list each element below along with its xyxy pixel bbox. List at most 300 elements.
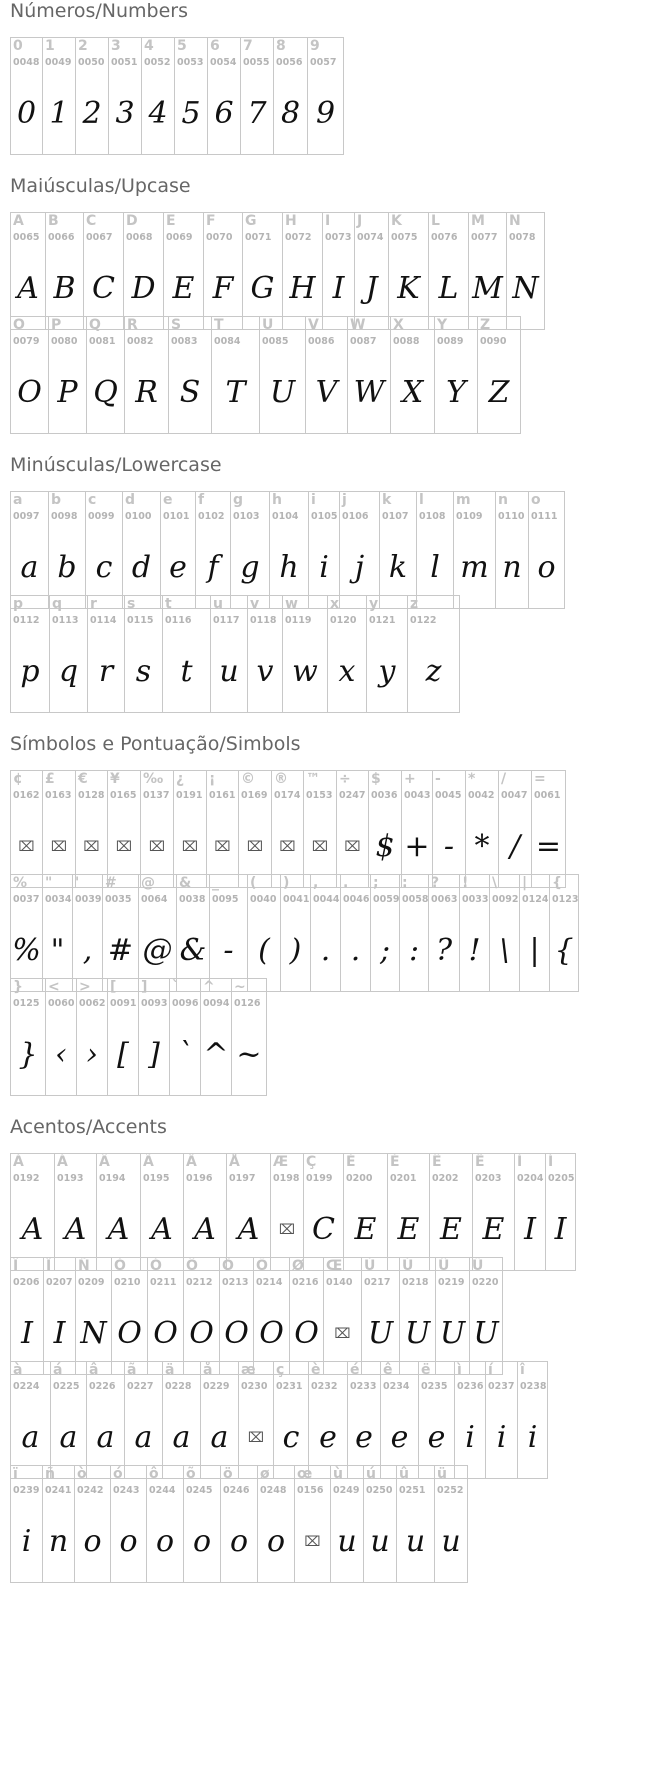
character-code: 0091	[110, 998, 137, 1009]
character-code: 0087	[350, 336, 377, 347]
glyph-cell-0226	[87, 1362, 125, 1479]
character-code: 0196	[186, 1173, 213, 1184]
character-code: 0251	[399, 1485, 426, 1496]
glyph-cell-0042	[466, 771, 499, 888]
glyph-sample: %	[12, 933, 41, 968]
character-code: 0198	[273, 1173, 300, 1184]
character-label: @	[141, 875, 155, 891]
character-code: 0046	[343, 894, 370, 905]
glyph-sample: v	[256, 654, 274, 689]
glyph-cell-0034	[43, 875, 73, 992]
glyph-cell-0078	[507, 213, 545, 330]
glyph-sample: 2	[82, 96, 102, 131]
glyph-cell-0128	[76, 771, 108, 888]
glyph-cell-0044	[311, 875, 341, 992]
character-label: y	[369, 596, 379, 612]
glyph-sample: W	[353, 375, 385, 410]
glyph-row	[10, 770, 566, 888]
character-code: 0044	[313, 894, 340, 905]
character-code: 0117	[213, 615, 240, 626]
glyph-sample: (	[258, 933, 270, 968]
glyph-sample: U	[367, 1316, 394, 1351]
character-code: 0124	[522, 894, 549, 905]
character-label: &	[179, 875, 192, 891]
glyph-cell-0120	[328, 596, 367, 713]
character-code: 0103	[233, 511, 260, 522]
character-code: 0092	[492, 894, 519, 905]
glyph-cell-0058	[400, 875, 429, 992]
glyph-cell-0197	[227, 1154, 271, 1271]
character-label: s	[127, 596, 136, 612]
glyph-cell-0066	[46, 213, 84, 330]
glyph-sample: 7	[247, 96, 267, 131]
character-label: '	[75, 875, 80, 891]
glyph-cell-0070	[204, 213, 243, 330]
glyph-cell-0084	[212, 317, 260, 434]
glyph-sample: t	[180, 654, 193, 689]
glyph-cell-0060	[46, 979, 77, 1096]
glyph-sample: o	[192, 1524, 212, 1559]
glyph-cell-0203	[473, 1154, 515, 1271]
glyph-cell-0233	[348, 1362, 381, 1479]
glyph-sample: U	[404, 1316, 431, 1351]
glyph-cell-0040	[248, 875, 281, 992]
character-code: 0062	[79, 998, 106, 1009]
glyph-cell-0117	[211, 596, 248, 713]
character-label: ?	[431, 875, 440, 891]
character-label: W	[350, 317, 366, 333]
character-label: f	[198, 492, 205, 508]
glyph-sample: F	[212, 271, 234, 306]
character-code: 0082	[127, 336, 154, 347]
character-label: "	[45, 875, 53, 891]
glyph-sample: u	[405, 1524, 426, 1559]
glyph-cell-0079	[11, 317, 49, 434]
character-label: Ä	[186, 1154, 197, 1170]
glyph-sample: M	[472, 271, 503, 306]
glyph-cell-0053	[175, 38, 208, 155]
character-code: 0219	[438, 1277, 465, 1288]
character-code: 0162	[13, 790, 40, 801]
glyph-sample: I	[21, 1316, 33, 1351]
character-code: 0116	[165, 615, 192, 626]
character-code: 0174	[274, 790, 301, 801]
character-label: Á	[57, 1154, 68, 1170]
character-label: J	[357, 213, 363, 229]
glyph-sample: I	[53, 1316, 66, 1351]
character-code: 0042	[468, 790, 495, 801]
glyph-cell-0098	[49, 492, 86, 609]
glyph-sample: 6	[214, 96, 234, 131]
glyph-cell-0062	[77, 979, 108, 1096]
character-code: 0206	[13, 1277, 40, 1288]
glyph-sample: X	[401, 375, 424, 410]
character-label: /	[501, 771, 507, 787]
glyph-cell-0192	[11, 1154, 55, 1271]
missing-glyph-icon: ⌧	[18, 839, 35, 855]
glyph-sample: )	[289, 933, 302, 968]
character-code: 0041	[283, 894, 310, 905]
glyph-sample: a	[210, 1420, 229, 1455]
character-label: K	[391, 213, 402, 229]
glyph-cell-0237	[486, 1362, 518, 1479]
character-code: 0218	[402, 1277, 429, 1288]
glyph-cell-0061	[532, 771, 566, 888]
character-label: }	[13, 979, 23, 995]
glyph-cell-0241	[43, 1466, 75, 1583]
character-code: 0039	[75, 894, 102, 905]
glyph-cell-0140	[324, 1258, 362, 1375]
glyph-cell-0121	[367, 596, 408, 713]
character-code: 0083	[171, 336, 198, 347]
glyph-cell-0227	[125, 1362, 163, 1479]
glyph-cell-0075	[389, 213, 429, 330]
character-label: <	[48, 979, 60, 995]
glyph-cell-0206	[11, 1258, 44, 1375]
glyph-cell-0174	[272, 771, 304, 888]
character-label: ÷	[339, 771, 351, 787]
character-label: #	[105, 875, 117, 891]
glyph-cell-0126	[232, 979, 267, 1096]
character-label: ü	[437, 1466, 447, 1482]
character-code: 0096	[172, 998, 199, 1009]
glyph-cell-0218	[400, 1258, 436, 1375]
glyph-cell-0200	[344, 1154, 388, 1271]
character-label: ó	[113, 1466, 123, 1482]
glyph-sample: E	[172, 271, 195, 306]
glyph-sample: T	[225, 375, 246, 410]
character-code: 0237	[488, 1381, 515, 1392]
glyph-cell-0114	[88, 596, 125, 713]
character-label: t	[165, 596, 172, 612]
glyph-cell-0244	[147, 1466, 184, 1583]
character-label: À	[13, 1154, 24, 1170]
glyph-sample: ,	[82, 933, 93, 968]
glyph-sample: C	[92, 271, 115, 306]
character-label: b	[51, 492, 62, 508]
character-label: Õ	[222, 1258, 234, 1274]
character-code: 0038	[179, 894, 206, 905]
glyph-sample: 3	[115, 96, 135, 131]
glyph-sample: o	[83, 1524, 102, 1559]
character-code: 0050	[78, 57, 105, 68]
character-code: 0097	[13, 511, 40, 522]
glyph-sample: G	[250, 271, 275, 306]
glyph-sample: R	[135, 375, 158, 410]
missing-glyph-icon: ⌧	[279, 839, 296, 855]
character-label: :	[402, 875, 408, 891]
character-code: 0245	[186, 1485, 213, 1496]
glyph-cell-0122	[408, 596, 460, 713]
glyph-sample: A	[64, 1212, 87, 1247]
glyph-cell-0230	[239, 1362, 274, 1479]
missing-glyph-icon: ⌧	[246, 839, 264, 855]
missing-glyph-icon: ⌧	[311, 839, 329, 855]
glyph-cell-0108	[417, 492, 454, 609]
character-code: 0069	[166, 232, 193, 243]
character-label: Y	[437, 317, 448, 333]
character-label: $	[371, 771, 381, 787]
glyph-sample: C	[312, 1212, 335, 1247]
glyph-sample: H	[289, 271, 316, 306]
character-code: 0153	[306, 790, 333, 801]
character-code: 0249	[333, 1485, 360, 1496]
glyph-cell-0073	[323, 213, 355, 330]
glyph-cell-0239	[11, 1466, 43, 1583]
glyph-cell-0163	[43, 771, 76, 888]
glyph-sample: p	[20, 654, 40, 689]
character-code: 0055	[243, 57, 270, 68]
character-label: €	[78, 771, 88, 787]
character-code: 0056	[276, 57, 303, 68]
character-code: 0192	[13, 1173, 40, 1184]
glyph-sample: I	[332, 271, 345, 306]
character-label: é	[350, 1362, 360, 1378]
character-label: j	[342, 492, 347, 508]
glyph-sample: j	[354, 550, 365, 585]
character-label: d	[125, 492, 136, 508]
character-code: 0194	[99, 1173, 126, 1184]
character-code: 0195	[143, 1173, 170, 1184]
glyph-cell-0074	[355, 213, 389, 330]
character-code: 0035	[105, 894, 132, 905]
glyph-sample: 5	[181, 96, 201, 131]
glyph-sample: N	[512, 271, 539, 306]
glyph-sample: r	[98, 654, 114, 689]
missing-glyph-icon: ⌧	[304, 1534, 321, 1550]
character-label: [	[110, 979, 117, 995]
glyph-row	[10, 491, 565, 609]
glyph-sample: U	[439, 1316, 466, 1351]
character-label: î	[520, 1362, 525, 1378]
glyph-cell-0037	[11, 875, 43, 992]
character-label: Z	[480, 317, 491, 333]
character-code: 0063	[431, 894, 458, 905]
glyph-cell-0113	[50, 596, 88, 713]
character-code: 0086	[308, 336, 335, 347]
character-code: 0199	[306, 1173, 333, 1184]
glyph-sample: /	[509, 829, 521, 864]
glyph-row	[10, 1153, 576, 1271]
character-code: 0040	[250, 894, 277, 905]
character-label: Ê	[432, 1154, 442, 1170]
glyph-sample: e	[169, 550, 187, 585]
glyph-sample: o	[155, 1524, 175, 1559]
missing-glyph-icon: ⌧	[278, 1222, 296, 1238]
character-code: 0161	[209, 790, 236, 801]
missing-glyph-icon: ⌧	[344, 839, 361, 855]
character-label: a	[13, 492, 23, 508]
character-code: 0060	[48, 998, 75, 1009]
character-code: 0212	[186, 1277, 213, 1288]
character-code: 0125	[13, 998, 40, 1009]
glyph-row	[10, 1465, 468, 1583]
glyph-sample: i	[496, 1420, 507, 1455]
glyph-sample: V	[315, 375, 338, 410]
glyph-sample: I	[554, 1212, 567, 1247]
glyph-cell-0219	[436, 1258, 470, 1375]
character-label: |	[522, 875, 528, 891]
character-code: 0118	[250, 615, 277, 626]
glyph-sample: A	[151, 1212, 173, 1247]
glyph-cell-0242	[75, 1466, 111, 1583]
glyph-sample: ?	[435, 933, 453, 968]
glyph-cell-0110	[496, 492, 529, 609]
glyph-sample: U	[473, 1316, 499, 1351]
glyph-cell-0229	[201, 1362, 239, 1479]
glyph-sample: k	[388, 550, 408, 585]
glyph-sample: O	[153, 1316, 178, 1351]
glyph-sample: #	[107, 933, 134, 968]
glyph-sample: I	[524, 1212, 536, 1247]
glyph-sample: ~	[236, 1037, 262, 1072]
character-label: +	[404, 771, 416, 787]
character-label: k	[382, 492, 392, 508]
character-code: 0053	[177, 57, 204, 68]
glyph-cell-0247	[337, 771, 369, 888]
character-label: Æ	[273, 1154, 289, 1170]
glyph-cell-0091	[108, 979, 139, 1096]
glyph-sample: A	[21, 1212, 44, 1247]
character-label: à	[13, 1362, 23, 1378]
character-label: )	[283, 875, 290, 891]
glyph-cell-0099	[86, 492, 123, 609]
character-label: G	[245, 213, 257, 229]
character-label: ®	[274, 771, 288, 787]
missing-glyph-icon: ⌧	[247, 1430, 265, 1446]
character-label: Ç	[306, 1154, 317, 1170]
glyph-cell-0123	[550, 875, 579, 992]
character-code: 0102	[198, 511, 225, 522]
glyph-sample: E	[397, 1212, 420, 1247]
character-code: 0067	[86, 232, 113, 243]
character-code: 0115	[127, 615, 154, 626]
character-code: 0210	[114, 1277, 141, 1288]
character-code: 0244	[149, 1485, 176, 1496]
glyph-row	[10, 595, 460, 713]
glyph-row	[10, 316, 521, 434]
character-code: 0229	[203, 1381, 230, 1392]
glyph-cell-0100	[123, 492, 161, 609]
character-code: 0214	[256, 1277, 283, 1288]
character-label: C	[86, 213, 97, 229]
character-label: h	[272, 492, 282, 508]
character-label: `	[172, 979, 179, 995]
character-code: 0105	[311, 511, 338, 522]
glyph-sample: O	[117, 1316, 142, 1351]
glyph-cell-0102	[196, 492, 231, 609]
glyph-cell-0085	[260, 317, 306, 434]
character-label: ‰	[143, 771, 164, 787]
glyph-cell-0112	[11, 596, 50, 713]
character-code: 0089	[437, 336, 464, 347]
character-code: 0238	[520, 1381, 547, 1392]
character-code: 0079	[13, 336, 40, 347]
glyph-sample: f	[207, 550, 219, 585]
glyph-sample: 9	[315, 96, 336, 131]
glyph-cell-0169	[239, 771, 272, 888]
character-code: 0066	[48, 232, 75, 243]
glyph-sample: 4	[148, 96, 168, 131]
character-code: 0080	[51, 336, 78, 347]
glyph-sample: h	[279, 550, 299, 585]
character-code: 0104	[272, 511, 299, 522]
glyph-cell-0217	[362, 1258, 400, 1375]
glyph-sample: !	[468, 933, 481, 968]
character-label: ;	[373, 875, 379, 891]
character-label: 8	[276, 38, 286, 54]
glyph-sample: 8	[280, 96, 301, 131]
glyph-cell-0196	[184, 1154, 227, 1271]
character-label: *	[468, 771, 476, 787]
glyph-cell-0236	[455, 1362, 486, 1479]
glyph-sample: O	[294, 1316, 319, 1351]
character-code: 0098	[51, 511, 78, 522]
character-code: 0211	[150, 1277, 177, 1288]
character-code: 0043	[404, 790, 431, 801]
character-label: 6	[210, 38, 220, 54]
glyph-sample: u	[370, 1524, 390, 1559]
character-code: 0217	[364, 1277, 391, 1288]
character-label: Ú	[402, 1258, 414, 1274]
character-code: 0242	[77, 1485, 104, 1496]
character-code: 0128	[78, 790, 105, 801]
character-label: D	[126, 213, 138, 229]
character-code: 0247	[339, 790, 366, 801]
glyph-cell-0047	[499, 771, 532, 888]
character-code: 0213	[222, 1277, 249, 1288]
character-label: ï	[13, 1466, 18, 1482]
character-label: S	[171, 317, 182, 333]
glyph-sample: K	[397, 271, 420, 306]
character-code: 0077	[471, 232, 498, 243]
character-label: Ñ	[78, 1258, 90, 1274]
glyph-sample: i	[319, 550, 329, 585]
glyph-cell-0224	[11, 1362, 51, 1479]
glyph-cell-0228	[163, 1362, 201, 1479]
glyph-cell-0232	[309, 1362, 348, 1479]
character-code: 0232	[311, 1381, 338, 1392]
glyph-sample: O	[224, 1316, 249, 1351]
section-title-simbols: Símbolos e Pontuação/Simbols	[10, 733, 301, 755]
character-code: 0236	[457, 1381, 484, 1392]
glyph-sample: Y	[446, 375, 466, 410]
character-label: 5	[177, 38, 187, 54]
glyph-cell-0216	[290, 1258, 324, 1375]
character-code: 0224	[13, 1381, 40, 1392]
glyph-sample: &	[179, 933, 207, 968]
character-code: 0209	[78, 1277, 105, 1288]
glyph-sample: Z	[488, 375, 510, 410]
glyph-cell-0088	[391, 317, 435, 434]
character-code: 0201	[390, 1173, 417, 1184]
character-label: ù	[333, 1466, 343, 1482]
character-label: _	[212, 875, 219, 891]
glyph-cell-0212	[184, 1258, 220, 1375]
glyph-cell-0093	[139, 979, 170, 1096]
character-code: 0114	[90, 615, 117, 626]
glyph-sample: ‹	[55, 1037, 67, 1072]
character-code: 0070	[206, 232, 233, 243]
glyph-sample: E	[482, 1212, 505, 1247]
character-label: X	[393, 317, 404, 333]
glyph-row	[10, 212, 545, 330]
glyph-row	[10, 874, 579, 992]
glyph-cell-0115	[125, 596, 163, 713]
character-label: p	[13, 596, 24, 612]
character-label: ,	[313, 875, 319, 891]
character-label: ø	[260, 1466, 270, 1482]
